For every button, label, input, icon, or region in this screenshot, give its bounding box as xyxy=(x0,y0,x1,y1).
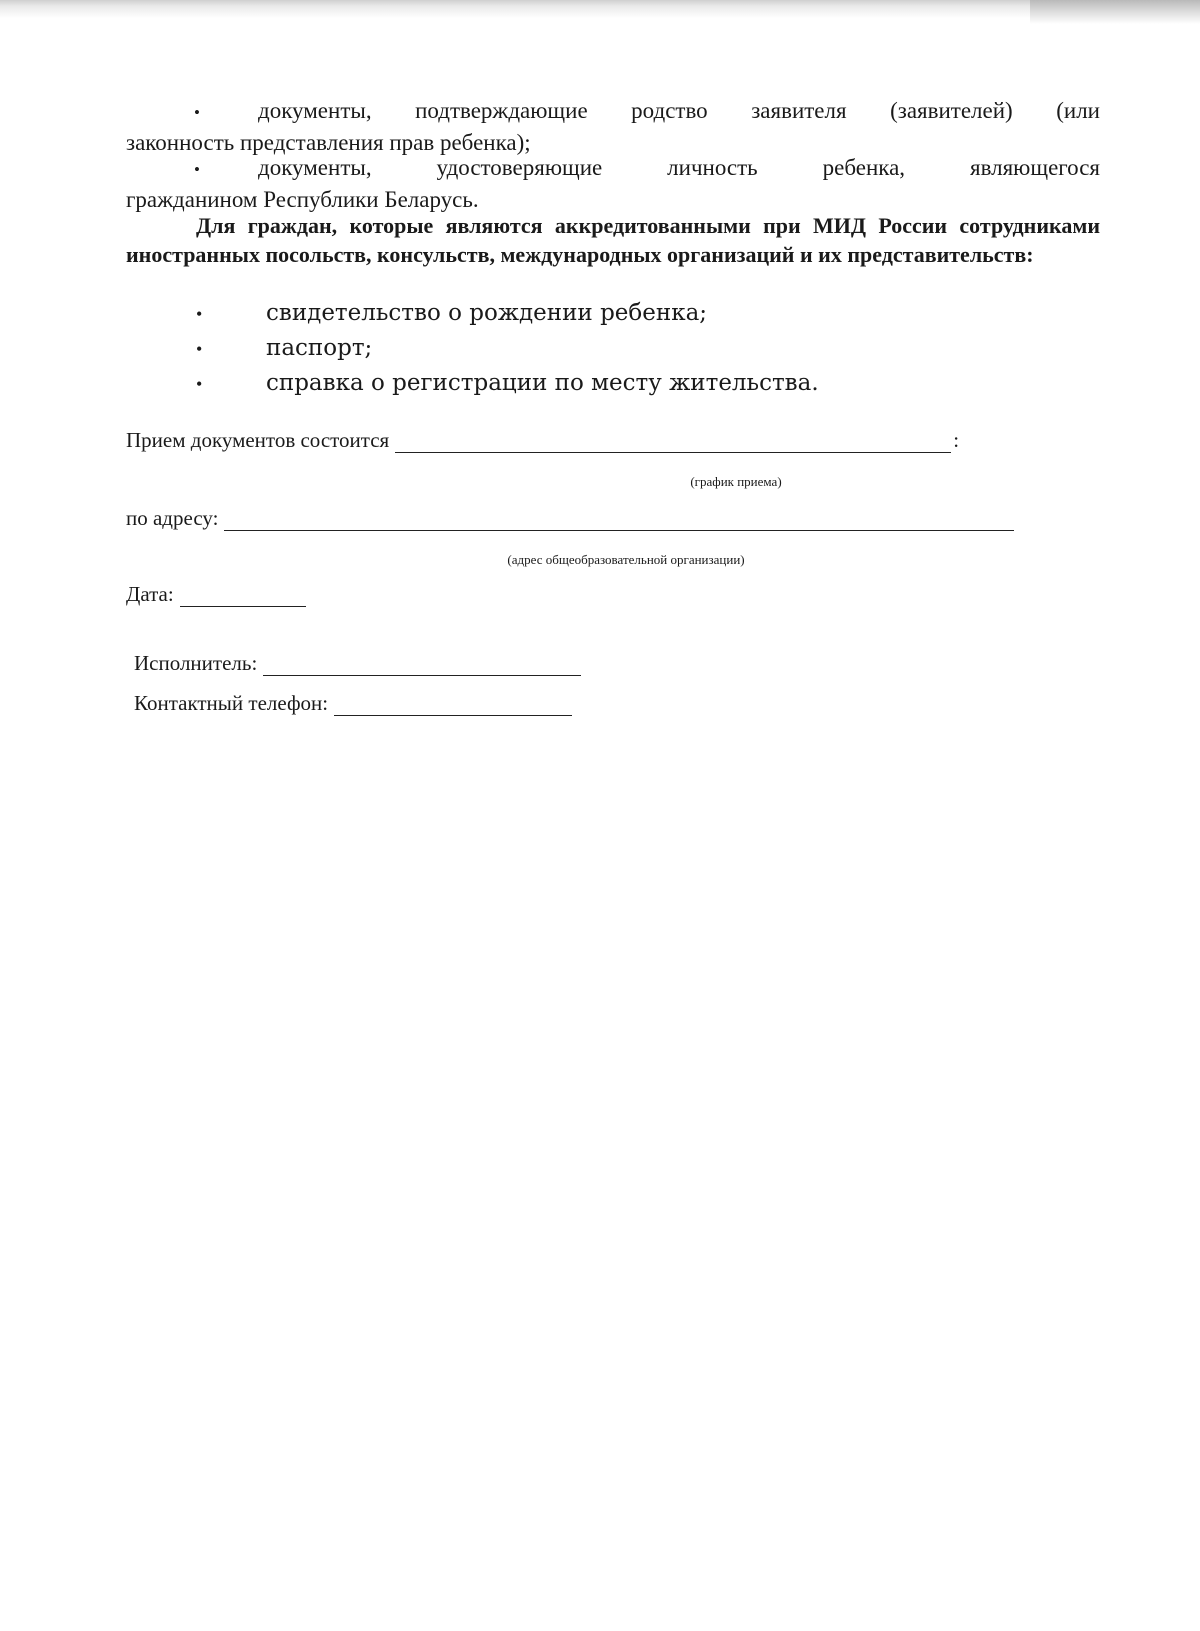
bullet-dot: • xyxy=(194,103,200,122)
executor-field xyxy=(134,651,581,676)
phone-field xyxy=(134,691,572,716)
reception-blank[interactable] xyxy=(395,432,951,453)
bullet-dot: • xyxy=(196,304,203,324)
accredited-docs-list xyxy=(126,296,1100,401)
address-blank[interactable] xyxy=(224,510,1014,531)
bullet-dot: • xyxy=(196,339,203,359)
reception-label: Прием документов состоится xyxy=(126,428,390,452)
bullet-text-line1: документы, удостоверяющие личность ребенка, являющегося xyxy=(258,155,1100,180)
reception-hint: (график приема) xyxy=(690,474,782,489)
address-hint: (адрес общеобразовательной организации) xyxy=(507,552,745,567)
bullet-text-line2: законность представления прав ребенка); xyxy=(126,130,531,155)
bullet-text-line1: документы, подтверждающие родство заявителя (заявителей) (или xyxy=(258,98,1100,123)
list-item xyxy=(126,296,1100,331)
reception-suffix: : xyxy=(953,428,960,452)
phone-label: Контактный телефон: xyxy=(134,691,329,715)
bullet-dot: • xyxy=(194,160,200,179)
date-label: Дата: xyxy=(126,582,174,606)
date-blank[interactable] xyxy=(180,586,306,607)
bullet-dot: • xyxy=(196,374,203,394)
scan-top-edge xyxy=(0,0,1200,22)
address-field xyxy=(126,506,1014,531)
scan-corner-shadow xyxy=(1030,0,1200,24)
address-label: по адресу: xyxy=(126,506,219,530)
executor-blank[interactable] xyxy=(263,655,581,676)
reception-field xyxy=(126,428,959,453)
bold-heading-accredited: Для граждан, которые являются аккредитованными при МИД России сотрудниками иностранных посольств, консульств, международных организаций и их представительств: xyxy=(126,213,1100,267)
list-item-text: паспорт; xyxy=(266,335,373,361)
phone-blank[interactable] xyxy=(334,695,572,716)
bullet-identity-docs xyxy=(126,153,1100,215)
bullet-kinship-docs xyxy=(126,96,1100,158)
list-item xyxy=(126,331,1100,366)
date-field xyxy=(126,582,306,607)
bullet-text-line2: гражданином Республики Беларусь. xyxy=(126,187,479,212)
list-item-text: свидетельство о рождении ребенка; xyxy=(266,300,708,326)
executor-label: Исполнитель: xyxy=(134,651,258,675)
list-item xyxy=(126,366,1100,401)
list-item-text: справка о регистрации по месту жительства. xyxy=(266,370,819,396)
